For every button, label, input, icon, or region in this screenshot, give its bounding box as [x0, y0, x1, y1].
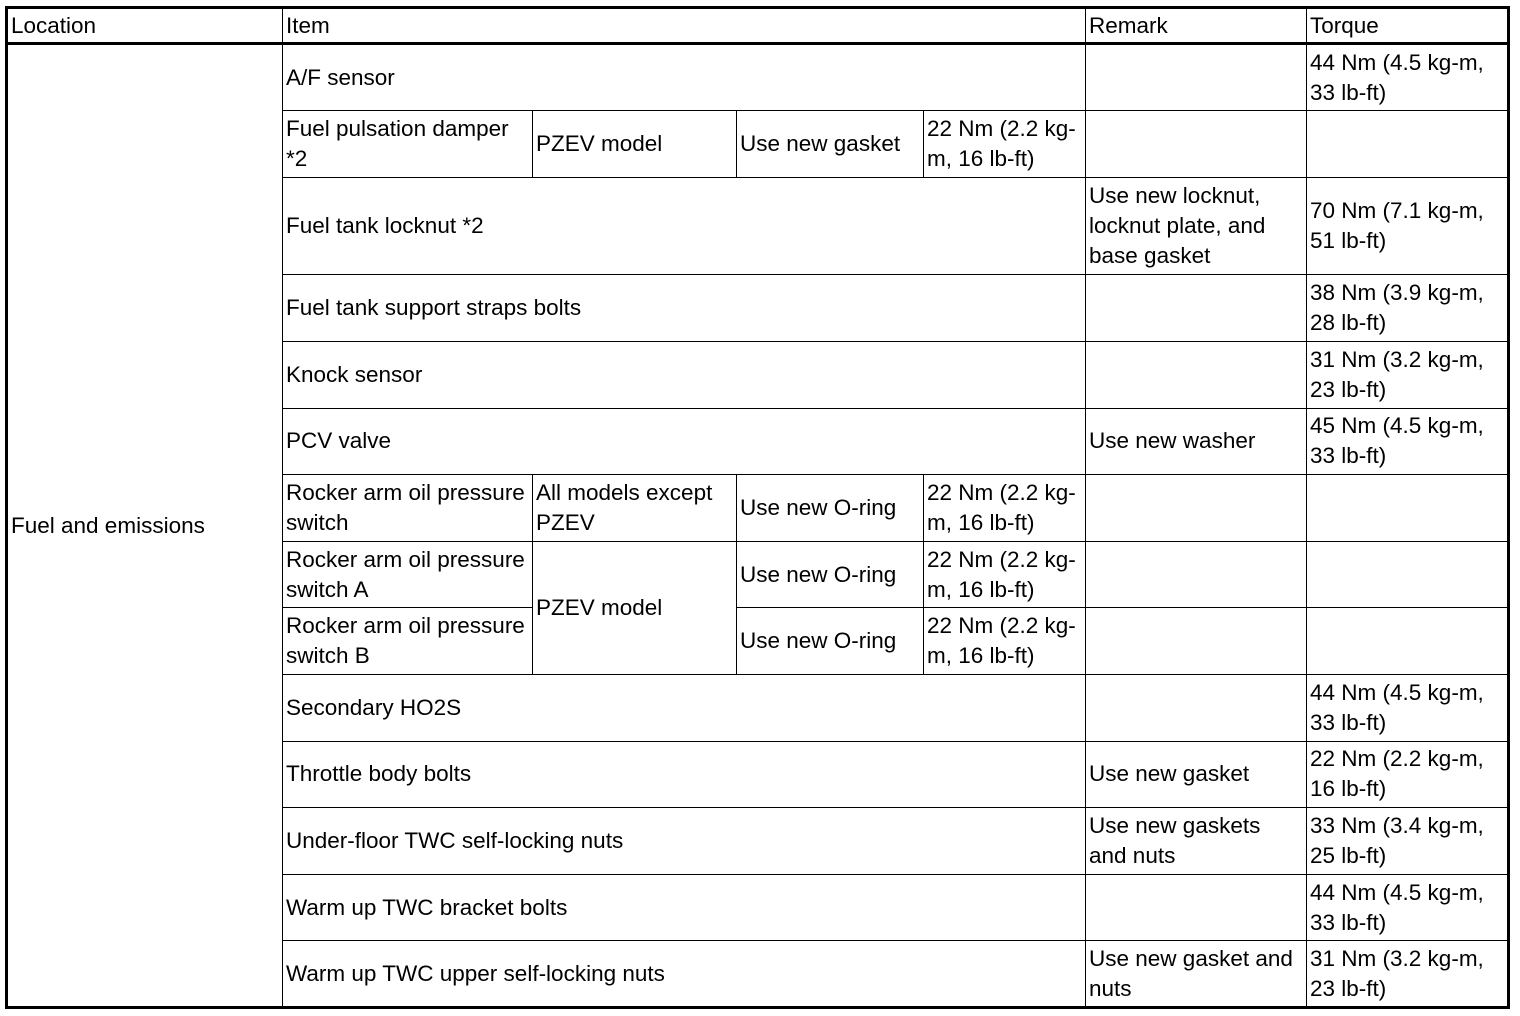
- item-cell: Rocker arm oil pressure switch B: [283, 608, 533, 675]
- model-cell: PZEV model: [533, 110, 737, 177]
- model-cell: PZEV model: [533, 541, 737, 674]
- torque-cell: 31 Nm (3.2 kg-m, 23 lb-ft): [1307, 941, 1509, 1008]
- torque-cell: 33 Nm (3.4 kg-m, 25 lb-ft): [1307, 808, 1509, 875]
- header-row: [7, 8, 1509, 44]
- remark-cell: [1086, 275, 1307, 342]
- item-cell: PCV valve: [283, 408, 1086, 475]
- item-cell: Warm up TWC upper self-locking nuts: [283, 941, 1086, 1008]
- item-cell: Fuel tank locknut *2: [283, 177, 1086, 275]
- note-cell: Use new O-ring: [737, 608, 924, 675]
- table-row: [7, 44, 1509, 111]
- item-cell: Throttle body bolts: [283, 741, 1086, 808]
- item-cell: Knock sensor: [283, 341, 1086, 408]
- inline-torque-cell: 22 Nm (2.2 kg-m, 16 lb-ft): [924, 608, 1086, 675]
- item-cell: Under-floor TWC self-locking nuts: [283, 808, 1086, 875]
- torque-cell: 45 Nm (4.5 kg-m, 33 lb-ft): [1307, 408, 1509, 475]
- torque-cell: 44 Nm (4.5 kg-m, 33 lb-ft): [1307, 674, 1509, 741]
- torque-cell: 38 Nm (3.9 kg-m, 28 lb-ft): [1307, 275, 1509, 342]
- header-torque: Torque: [1307, 8, 1509, 44]
- header-remark: Remark: [1086, 8, 1307, 44]
- remark-cell: Use new gasket and nuts: [1086, 941, 1307, 1008]
- header-item: Item: [283, 8, 1086, 44]
- note-cell: Use new O-ring: [737, 541, 924, 608]
- torque-cell: [1307, 541, 1509, 608]
- item-cell: Fuel pulsation damper *2: [283, 110, 533, 177]
- torque-cell: 44 Nm (4.5 kg-m, 33 lb-ft): [1307, 44, 1509, 111]
- remark-cell: [1086, 341, 1307, 408]
- item-cell: A/F sensor: [283, 44, 1086, 111]
- remark-cell: [1086, 608, 1307, 675]
- remark-cell: [1086, 44, 1307, 111]
- torque-cell: 70 Nm (7.1 kg-m, 51 lb-ft): [1307, 177, 1509, 275]
- item-cell: Rocker arm oil pressure switch: [283, 475, 533, 542]
- item-cell: Fuel tank support straps bolts: [283, 275, 1086, 342]
- note-cell: Use new gasket: [737, 110, 924, 177]
- torque-cell: [1307, 608, 1509, 675]
- inline-torque-cell: 22 Nm (2.2 kg-m, 16 lb-ft): [924, 475, 1086, 542]
- header-location: Location: [7, 8, 283, 44]
- location-cell: Fuel and emissions: [7, 44, 283, 1008]
- item-cell: Warm up TWC bracket bolts: [283, 874, 1086, 941]
- item-cell: Rocker arm oil pressure switch A: [283, 541, 533, 608]
- model-cell: All models except PZEV: [533, 475, 737, 542]
- inline-torque-cell: 22 Nm (2.2 kg-m, 16 lb-ft): [924, 541, 1086, 608]
- torque-cell: 44 Nm (4.5 kg-m, 33 lb-ft): [1307, 874, 1509, 941]
- remark-cell: [1086, 541, 1307, 608]
- torque-spec-table: [5, 6, 1510, 1009]
- remark-cell: Use new gaskets and nuts: [1086, 808, 1307, 875]
- torque-cell: [1307, 110, 1509, 177]
- torque-cell: 31 Nm (3.2 kg-m, 23 lb-ft): [1307, 341, 1509, 408]
- remark-cell: [1086, 110, 1307, 177]
- remark-cell: Use new locknut, locknut plate, and base gasket: [1086, 177, 1307, 275]
- torque-cell: 22 Nm (2.2 kg-m, 16 lb-ft): [1307, 741, 1509, 808]
- note-cell: Use new O-ring: [737, 475, 924, 542]
- torque-cell: [1307, 475, 1509, 542]
- item-cell: Secondary HO2S: [283, 674, 1086, 741]
- remark-cell: Use new gasket: [1086, 741, 1307, 808]
- remark-cell: Use new washer: [1086, 408, 1307, 475]
- remark-cell: [1086, 874, 1307, 941]
- remark-cell: [1086, 674, 1307, 741]
- inline-torque-cell: 22 Nm (2.2 kg-m, 16 lb-ft): [924, 110, 1086, 177]
- remark-cell: [1086, 475, 1307, 542]
